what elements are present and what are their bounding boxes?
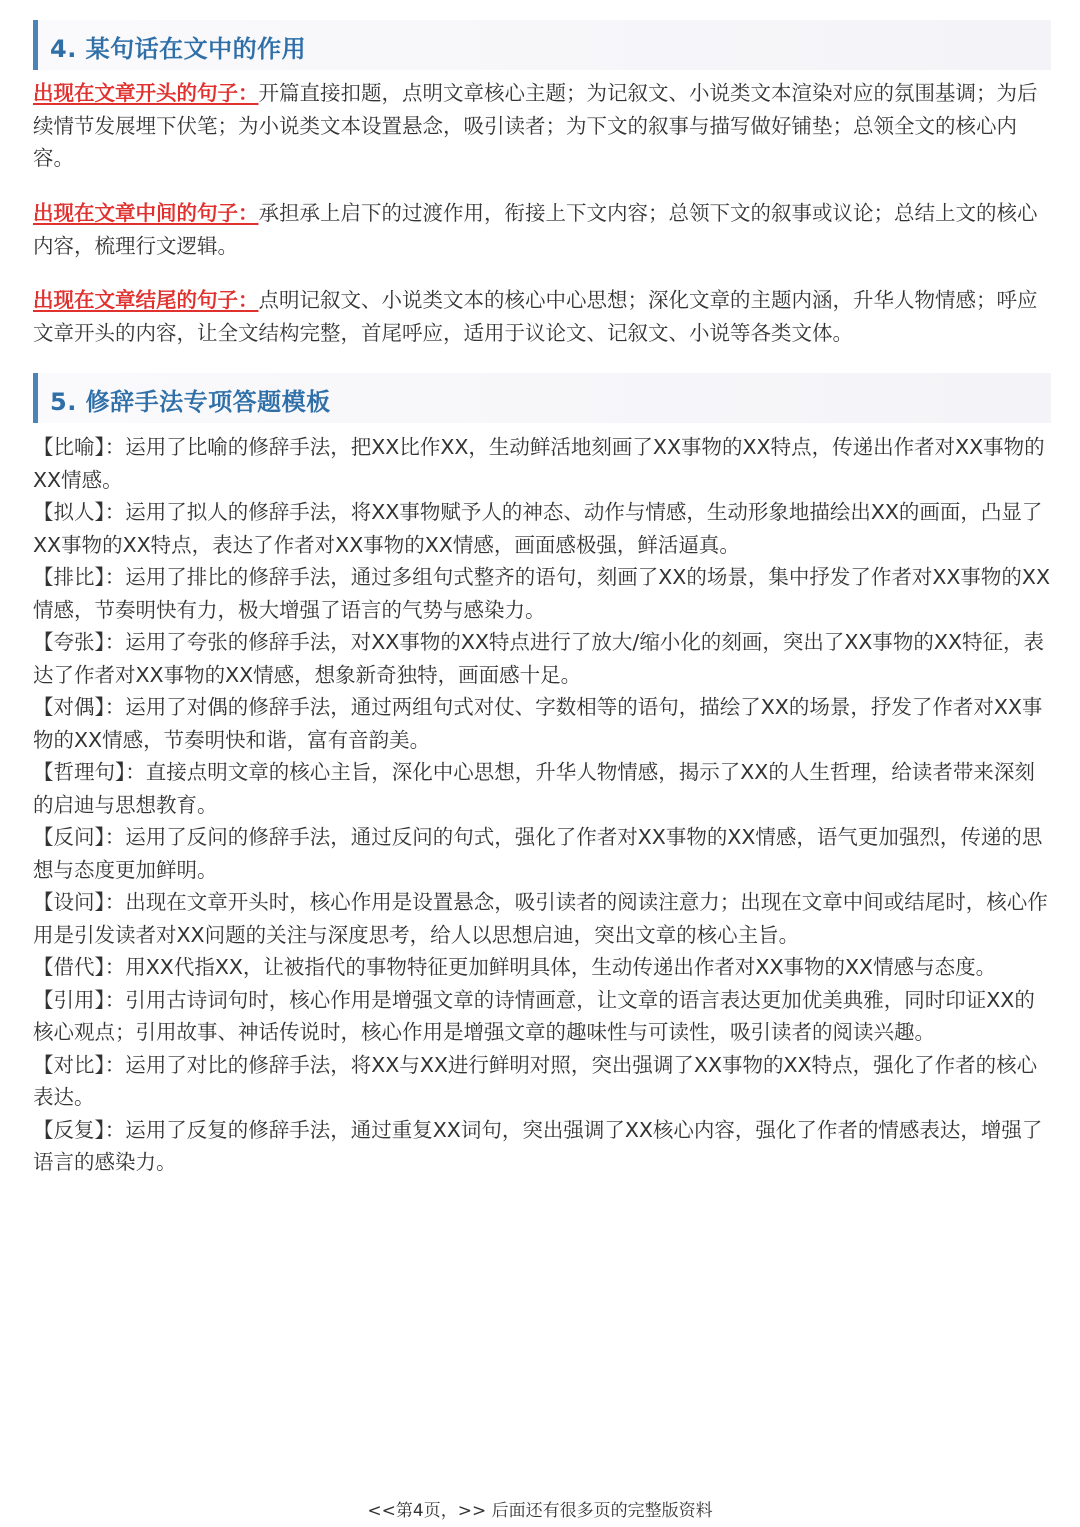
- item-tag: 【设问】: [33, 890, 105, 914]
- list-item: [33, 431, 1053, 496]
- item-tag: 【对比】: [33, 1052, 105, 1077]
- page-footer: <<第4页，>> 后面还有很多页的完整版资料: [367, 1501, 713, 1521]
- list-item: [33, 561, 1053, 626]
- para-lead: 出现在文章中间的句子：: [33, 201, 259, 225]
- item-text: ：运用了对偶的修辞手法，通过两组句式对仗、字数相等的语句，描绘了XX的场景，抒发了作者对XX事物的XX情感，节奏明快和谐，富有音韵美。: [33, 695, 1043, 752]
- list-item: [33, 626, 1053, 691]
- para-text: 点明记叙文、小说类文本的核心中心思想；深化文章的主题内涵，升华人物情感；呼应文章开头的内容，让全文结构完整，首尾呼应，适用于议论文、记叙文、小说等各类文体。: [33, 288, 1038, 345]
- para-lead: 出现在文章开头的句子：: [33, 81, 259, 105]
- item-text: ：运用了比喻的修辞手法，把XX比作XX，生动鲜活地刻画了XX事物的XX特点，传递出作者对XX事物的XX情感。: [33, 435, 1045, 492]
- rhetoric-list: [33, 431, 1053, 1179]
- list-item: [33, 886, 1053, 951]
- section-4-para-2: [33, 197, 1053, 262]
- section-4-para-3: [33, 284, 1053, 349]
- item-tag: 【排比】: [33, 565, 105, 589]
- para-text: 开篇直接扣题，点明文章核心主题；为记叙文、小说类文本渲染对应的氛围基调；为后续情节发展埋下伏笔；为小说类文本设置悬念，吸引读者；为下文的叙事与描写做好铺垫；总领全文的核心内容。: [33, 81, 1038, 170]
- item-text: ：用XX代指XX，让被指代的事物特征更加鲜明具体，生动传递出作者对XX事物的XX情感与态度。: [104, 955, 997, 979]
- item-text: ：运用了反复的修辞手法，通过重复XX词句，突出强调了XX核心内容，强化了作者的情感表达，增强了语言的感染力。: [33, 1117, 1043, 1174]
- list-item: [33, 1049, 1053, 1114]
- item-tag: 【引用】: [33, 987, 105, 1012]
- item-tag: 【比喻】: [33, 435, 105, 459]
- item-tag: 【借代】: [33, 955, 105, 979]
- para-text: 承担承上启下的过渡作用，衔接上下文内容；总领下文的叙事或议论；总结上文的核心内容，梳理行文逻辑。: [33, 201, 1038, 258]
- list-item: [33, 496, 1053, 561]
- list-item: [33, 756, 1053, 821]
- para-lead: 出现在文章结尾的句子：: [33, 288, 259, 312]
- item-tag: 【哲理句】: [33, 760, 126, 784]
- section-4-header: [33, 20, 1051, 70]
- item-text: ：运用了夸张的修辞手法，对XX事物的XX特点进行了放大/缩小化的刻画，突出了XX事物的XX特征，表达了作者对XX事物的XX情感，想象新奇独特，画面感十足。: [33, 630, 1045, 687]
- item-tag: 【拟人】: [33, 500, 105, 524]
- list-item: [33, 951, 1053, 984]
- section-5-title: 5. 修辞手法专项答题模板: [50, 388, 331, 416]
- section-5-header: [33, 373, 1051, 423]
- item-text: ：直接点明文章的核心主旨，深化中心思想，升华人物情感，揭示了XX的人生哲理，给读者带来深刻的启迪与思想教育。: [33, 760, 1035, 817]
- item-text: ：出现在文章开头时，核心作用是设置悬念，吸引读者的阅读注意力；出现在文章中间或结尾时，核心作用是引发读者对XX问题的关注与深度思考，给人以思想启迪，突出文章的核心主旨。: [33, 890, 1048, 947]
- list-item: [33, 984, 1053, 1049]
- list-item: [33, 1114, 1053, 1179]
- list-item: [33, 691, 1053, 756]
- section-4-title: 4. 某句话在文中的作用: [50, 35, 307, 63]
- item-text: ：运用了拟人的修辞手法，将XX事物赋予人的神态、动作与情感，生动形象地描绘出XX的画面，凸显了XX事物的XX特点，表达了作者对XX事物的XX情感，画面感极强，鲜活逼真。: [33, 500, 1043, 557]
- item-text: ：运用了排比的修辞手法，通过多组句式整齐的语句，刻画了XX的场景，集中抒发了作者对XX事物的XX情感，节奏明快有力，极大增强了语言的气势与感染力。: [33, 565, 1051, 622]
- item-tag: 【夸张】: [33, 630, 105, 654]
- item-text: ：引用古诗词句时，核心作用是增强文章的诗情画意，让文章的语言表达更加优美典雅，同时印证XX的核心观点；引用故事、神话传说时，核心作用是增强文章的趣味性与可读性，吸引读者的阅读兴趣。: [33, 987, 1035, 1044]
- item-tag: 【对偶】: [33, 695, 105, 719]
- item-tag: 【反问】: [33, 825, 105, 849]
- list-item: [33, 821, 1053, 886]
- item-text: ：运用了对比的修辞手法，将XX与XX进行鲜明对照，突出强调了XX事物的XX特点，强化了作者的核心表达。: [33, 1052, 1038, 1109]
- section-4-para-1: [33, 77, 1053, 175]
- item-tag: 【反复】: [33, 1117, 105, 1142]
- item-text: ：运用了反问的修辞手法，通过反问的句式，强化了作者对XX事物的XX情感，语气更加强烈，传递的思想与态度更加鲜明。: [33, 825, 1043, 882]
